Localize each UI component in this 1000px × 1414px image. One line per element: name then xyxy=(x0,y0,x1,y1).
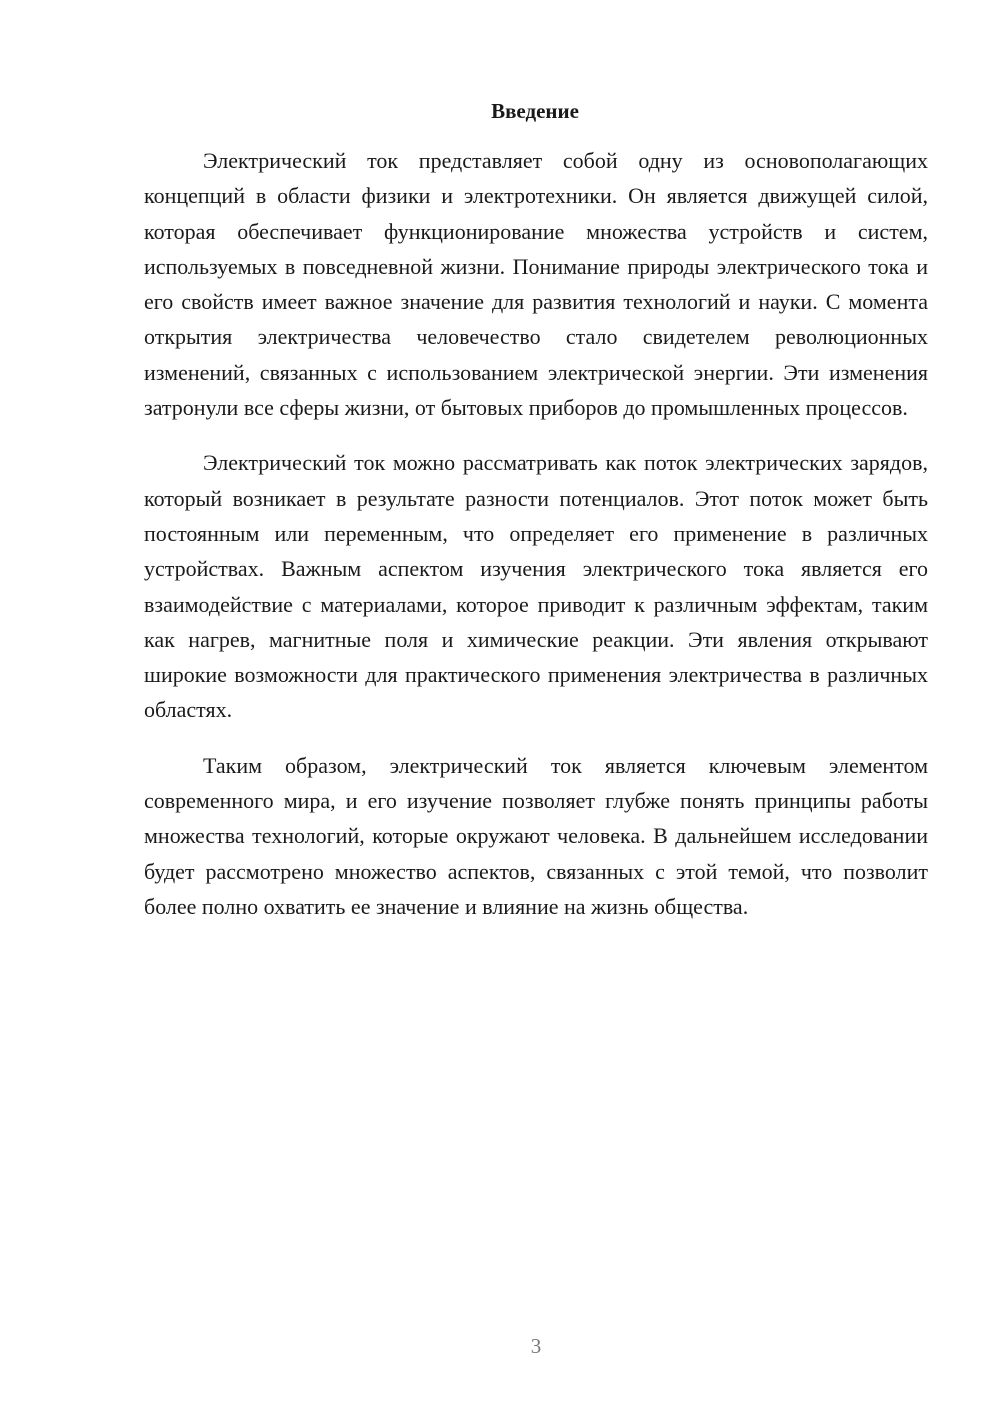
page-number: 3 xyxy=(530,1334,542,1358)
paragraph-1: Электрический ток представляет собой одну из основополагающих концепций в области физики и электротехники. Он является движущей силой, которая обеспечивает функционирование множества устройств и систем, используемых в повседневной жизни. Понимание природы электрического тока и его свойств имеет важное значение для развития технологий и науки. С момента открытия электричества человечество стало свидетелем революционных изменений, связанных с использованием электрической энергии. Эти изменения затронули все сферы жизни, от бытовых приборов до промышленных процессов. xyxy=(144,148,928,421)
page-title: Введение xyxy=(491,99,579,123)
body-text xyxy=(144,143,928,944)
paragraph-2: Электрический ток можно рассматривать как поток электрических зарядов, который возникает в результате разности потенциалов. Этот поток может быть постоянным или переменным, что определяет его применение в различных устройствах. Важным аспектом изучения электрического тока является его взаимодействие с материалами, которое приводит к различным эффектам, таким как нагрев, магнитные поля и химические реакции. Эти явления открывают широкие возможности для практического применения электричества в различных областях. xyxy=(144,450,928,723)
paragraph-3: Таким образом, электрический ток является ключевым элементом современного мира, и его изучение позволяет глубже понять принципы работы множества технологий, которые окружают человека. В дальнейшем исследовании будет рассмотрено множество аспектов, связанных с этой темой, что позволит более полно охватить ее значение и влияние на жизнь общества. xyxy=(144,752,928,919)
